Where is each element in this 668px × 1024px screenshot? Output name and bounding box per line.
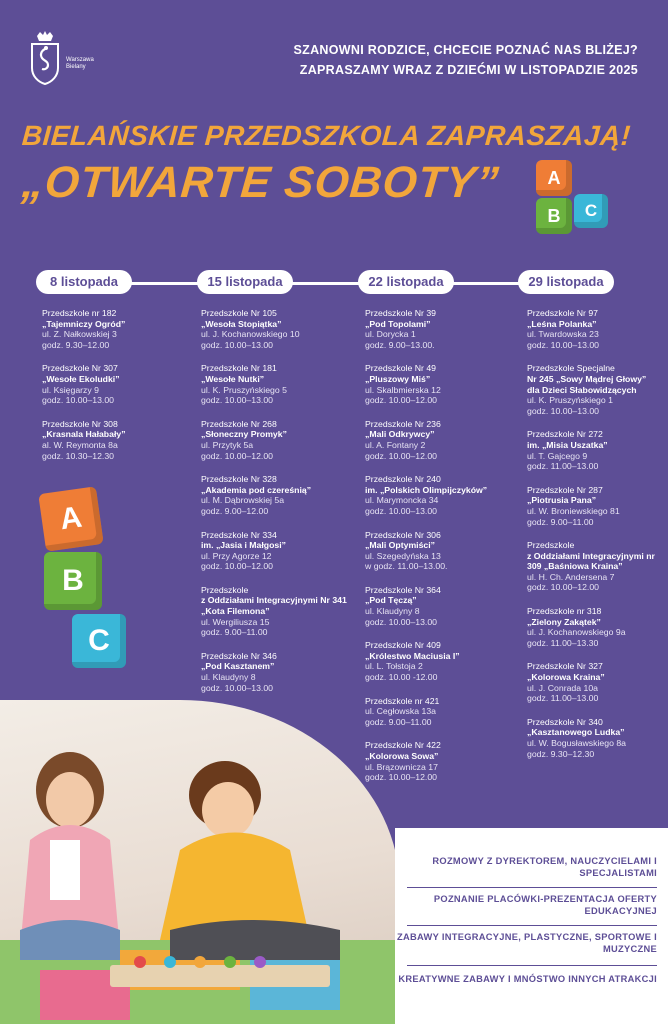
event-title: „OTWARTE SOBOTY” [19, 158, 502, 207]
kindergarten-hours: godz. 11.00–13.30 [527, 637, 599, 648]
kindergarten-address: ul. Klaudyny 8 [201, 672, 256, 683]
warszawa-bielany-logo [28, 30, 108, 88]
kindergarten-entry [201, 363, 351, 405]
kindergarten-address: ul. W. Broniewskiego 81 [527, 505, 620, 516]
kindergarten-hours: w godz. 11.00–13.00. [365, 561, 448, 572]
kindergarten-name: Przedszkole Nr 409 [365, 640, 441, 651]
kindergarten-entry [365, 696, 515, 728]
kindergarten-name: Przedszkole Nr 105 [201, 308, 277, 318]
kindergarten-name: Przedszkole Nr 307 [42, 363, 118, 374]
kindergarten-name: Przedszkole Nr 240 [365, 474, 441, 485]
kindergarten-subtitle: „Królestwo Maciusia I” [365, 650, 460, 661]
kindergarten-entry [201, 585, 351, 638]
kindergarten-address: ul. K. Pruszyńskiego 5 [201, 384, 287, 395]
kindergarten-entry [527, 717, 655, 759]
kindergarten-address: ul. M. Dąbrowskiej 5a [201, 495, 285, 506]
kindergarten-entry [201, 474, 351, 516]
info-divider-2 [407, 925, 657, 926]
kindergarten-address: ul. Cegłowska 13a [365, 706, 436, 717]
cube-a-large: A [38, 486, 104, 552]
kindergarten-hours: godz. 9.00–12.00 [201, 505, 269, 516]
kindergarten-hours: godz. 10.00–12.00 [201, 450, 273, 461]
kindergarten-hours: godz. 9.00–11.00 [201, 627, 268, 638]
kindergarten-name: Przedszkole Nr 340 [527, 716, 603, 727]
column-8-listopada [42, 308, 192, 474]
kindergarten-address: ul. L. Tołstoja 2 [365, 661, 423, 672]
info-divider-3 [407, 965, 657, 966]
kindergarten-subtitle: „Leśna Polanka” [527, 318, 597, 329]
kindergarten-name: Przedszkole Nr 268 [201, 418, 277, 429]
cube-c-large: C [72, 614, 126, 668]
kindergarten-address: ul. Z. Nałkowskiej 3 [42, 329, 117, 340]
kindergarten-name: Przedszkole Nr 272 [527, 429, 603, 440]
kindergarten-name: Przedszkole Nr 327 [527, 661, 603, 672]
kindergarten-hours: godz. 10.00–12.00 [201, 561, 273, 572]
kindergarten-address: ul. Skalbmierska 12 [365, 384, 441, 395]
info-item-1: ROZMOWY Z DYREKTOREM, NAUCZYCIELAMI I SPECJALISTAMI [432, 856, 657, 878]
kindergarten-subtitle: „Kasztanowego Ludka” [527, 727, 625, 738]
kindergarten-address: ul. Wergiliusza 15 [201, 616, 270, 627]
kindergarten-subtitle: „Mali Odkrywcy” [365, 429, 435, 440]
info-item-3: ZABAWY INTEGRACYJNE, PLASTYCZNE, SPORTOWE I MUZYCZNE [397, 932, 657, 954]
kindergarten-address: ul. Księgarzy 9 [42, 384, 99, 395]
column-29-listopada [527, 308, 655, 772]
kindergarten-address: ul. A. Fontany 2 [365, 439, 426, 450]
children-playing-illustration [0, 700, 400, 1024]
kindergarten-entry [365, 640, 515, 682]
date-pill-3: 22 listopada [358, 270, 454, 294]
kindergarten-subtitle: „Słoneczny Promyk” [201, 429, 287, 440]
kindergarten-hours: godz. 10.00–13.00 [42, 395, 114, 406]
cube-b-large: B [44, 552, 102, 610]
header-line1: SZANOWNI RODZICE, CHCECIE POZNAĆ NAS BLIŻEJ? [293, 43, 638, 57]
kindergarten-subtitle: Nr 245 „Sowy Mądrej Głowy” dla Dzieci Słabowidzących [527, 373, 647, 395]
kindergarten-name: Przedszkole Nr 39 [365, 308, 436, 318]
kindergarten-name: Przedszkole Nr 364 [365, 584, 441, 595]
kindergarten-entry [201, 530, 351, 572]
kindergarten-entry [365, 419, 515, 461]
kindergarten-entry [527, 540, 655, 593]
kindergarten-hours: godz. 10.00–12.00 [365, 772, 437, 783]
kindergarten-address: ul. Marymoncka 34 [365, 495, 439, 506]
kindergarten-entry [527, 485, 655, 527]
kindergarten-address: ul. J. Kochanowskiego 9a [527, 627, 626, 638]
kindergarten-hours: godz. 11.00–13.00 [527, 693, 599, 704]
kindergarten-name: Przedszkole Nr 97 [527, 308, 598, 318]
abc-cubes-left [38, 490, 138, 680]
kindergarten-address: ul. H. Ch. Andersena 7 [527, 571, 615, 582]
kindergarten-entry [527, 661, 655, 703]
column-22-listopada [365, 308, 515, 796]
kindergarten-subtitle: „Zielony Zakątek” [527, 616, 601, 627]
kindergarten-address: ul. Przytyk 5a [201, 439, 254, 450]
kindergarten-subtitle: „Mali Optymiści” [365, 540, 436, 551]
kindergarten-address: ul. K. Pruszyńskiego 1 [527, 395, 613, 406]
kindergarten-subtitle: z Oddziałami Integracyjnymi nr 309 „Baśniowa Kraina” [527, 550, 655, 572]
kindergarten-hours: godz. 11.00–13.00 [527, 461, 599, 472]
logo-line1: Warszawa [66, 57, 94, 63]
kindergarten-name: Przedszkole Nr 287 [527, 484, 603, 495]
kindergarten-address: ul. Klaudyny 8 [365, 606, 420, 617]
kindergarten-hours: godz. 9.00–11.00 [365, 716, 432, 727]
kindergarten-hours: godz. 10.00–13.00 [201, 682, 273, 693]
kindergarten-address: ul. W. Bogusławskiego 8a [527, 738, 626, 748]
kindergarten-entry [201, 308, 351, 350]
kindergarten-entry [527, 606, 655, 648]
kindergarten-name: Przedszkole Nr 236 [365, 418, 441, 429]
abc-cubes-top [528, 160, 618, 240]
kindergarten-subtitle: „Tajemniczy Ogród” [42, 318, 126, 329]
kindergarten-hours: godz. 9.30–12.00 [42, 339, 110, 350]
kindergarten-name: Przedszkole [527, 540, 575, 551]
kindergarten-hours: godz. 10.30–12.30 [42, 450, 114, 461]
kindergarten-subtitle: „Wesoła Stopiątka” [201, 318, 282, 329]
kindergarten-address: ul. J. Kochanowskiego 10 [201, 329, 300, 340]
kindergarten-subtitle: „Kolorowa Kraina” [527, 672, 605, 683]
kindergarten-subtitle: im. „Polskich Olimpijczyków” [365, 484, 488, 495]
kindergarten-entry [365, 363, 515, 405]
kindergarten-name: Przedszkole Nr 422 [365, 740, 441, 751]
kindergarten-name: Przedszkole nr 421 [365, 695, 440, 706]
kindergarten-entry [201, 419, 351, 461]
kindergarten-name: Przedszkole Nr 328 [201, 474, 277, 485]
kindergarten-entry [365, 474, 515, 516]
cube-b: B [536, 198, 572, 234]
kindergarten-subtitle: „Wesołe Nutki” [201, 373, 265, 384]
kindergarten-hours: godz. 10.00–12.00 [527, 582, 599, 593]
kindergarten-hours: godz. 10.00–13.00 [201, 395, 273, 406]
main-title: BIELAŃSKIE PRZEDSZKOLA ZAPRASZAJĄ! [20, 120, 632, 151]
kindergarten-address: ul. Brązownicza 17 [365, 761, 438, 772]
kindergarten-subtitle: „Piotrusia Pana” [527, 495, 597, 506]
kindergarten-name: Przedszkole Nr 306 [365, 529, 441, 540]
kindergarten-name: Przedszkole nr 182 [42, 308, 117, 318]
kindergarten-hours: godz. 10.00–13.00 [527, 405, 599, 416]
header-line2: ZAPRASZAMY WRAZ Z DZIEĆMI W LISTOPADZIE 2025 [299, 63, 638, 77]
kindergarten-subtitle: „Pluszowy Miś” [365, 373, 431, 384]
cube-c: C [574, 194, 608, 228]
kindergarten-name: Przedszkole nr 318 [527, 606, 602, 617]
date-pill-2: 15 listopada [197, 270, 293, 294]
kindergarten-address: ul. Przy Agorze 12 [201, 550, 272, 561]
kindergarten-name: Przedszkole Nr 49 [365, 363, 436, 374]
children-photo [0, 700, 400, 1024]
kindergarten-name: Przedszkole Nr 346 [201, 650, 277, 661]
kindergarten-entry [42, 363, 192, 405]
kindergarten-entry [365, 530, 515, 572]
kindergarten-subtitle: „Akademia pod czereśnią” [201, 484, 312, 495]
kindergarten-address: ul. Szegedyńska 13 [365, 550, 441, 561]
kindergarten-address: al. W. Reymonta 8a [42, 439, 118, 450]
kindergarten-hours: godz. 9.30–12.30 [527, 748, 595, 759]
mermaid-crest-icon [28, 30, 62, 86]
header [278, 40, 638, 80]
kindergarten-entry [42, 419, 192, 461]
kindergarten-hours: godz. 10.00–13.00 [527, 339, 599, 350]
kindergarten-subtitle: „Pod Topolami” [365, 318, 431, 329]
kindergarten-hours: godz. 10.00–12.00 [365, 450, 437, 461]
kindergarten-subtitle: „Pod Tęczą” [365, 595, 417, 606]
kindergarten-hours: godz. 10.00–13.00 [201, 339, 273, 350]
kindergarten-address: ul. Dorycka 1 [365, 329, 416, 340]
date-pill-1: 8 listopada [36, 270, 132, 294]
kindergarten-entry [42, 308, 192, 350]
kindergarten-subtitle: „Pod Kasztanem” [201, 661, 275, 672]
kindergarten-subtitle: im. „Misia Uszatka” [527, 439, 608, 450]
kindergarten-name: Przedszkole Nr 181 [201, 363, 277, 374]
kindergarten-entry [527, 363, 655, 416]
kindergarten-hours: godz. 10.00–13.00 [365, 505, 437, 516]
kindergarten-entry [365, 740, 515, 782]
kindergarten-hours: godz. 10.00–12.00 [365, 395, 437, 406]
kindergarten-entry [201, 651, 351, 693]
logo-line2: Bielany [66, 64, 86, 70]
kindergarten-name: Przedszkole Nr 308 [42, 418, 118, 429]
kindergarten-entry [365, 308, 515, 350]
kindergarten-name: Przedszkole Nr 334 [201, 529, 277, 540]
kindergarten-subtitle: im. „Jasia i Małgosi” [201, 540, 286, 551]
kindergarten-subtitle: z Oddziałami Integracyjnymi Nr 341 „Kota Filemona” [201, 595, 347, 617]
cube-a: A [536, 160, 572, 196]
info-box [395, 828, 668, 1024]
kindergarten-hours: godz. 10.00 -12.00 [365, 672, 438, 683]
kindergarten-subtitle: „Kolorowa Sowa” [365, 751, 439, 761]
info-divider-1 [407, 887, 657, 888]
kindergarten-subtitle: „Krasnala Hałabały” [42, 429, 126, 440]
column-15-listopada [201, 308, 351, 706]
kindergarten-name: Przedszkole [201, 584, 249, 595]
kindergarten-subtitle: „Wesołe Ekoludki” [42, 373, 120, 384]
info-item-2: POZNANIE PLACÓWKI-PREZENTACJA OFERTY EDUKACYJNEJ [433, 894, 657, 916]
kindergarten-hours: godz. 9.00–11.00 [527, 516, 594, 527]
kindergarten-address: ul. T. Gajcego 9 [527, 450, 588, 461]
kindergarten-hours: godz. 10.00–13.00 [365, 616, 437, 627]
kindergarten-address: ul. Twardowska 23 [527, 329, 599, 340]
kindergarten-address: ul. J. Conrada 10a [527, 682, 598, 693]
kindergarten-hours: godz. 9.00–13.00. [365, 339, 435, 350]
kindergarten-name: Przedszkole Specjalne [527, 363, 615, 374]
info-item-4: KREATYWNE ZABAWY I MNÓSTWO INNYCH ATRAKCJI [398, 974, 657, 984]
kindergarten-entry [365, 585, 515, 627]
kindergarten-entry [527, 308, 655, 350]
date-pill-4: 29 listopada [518, 270, 614, 294]
kindergarten-entry [527, 429, 655, 471]
